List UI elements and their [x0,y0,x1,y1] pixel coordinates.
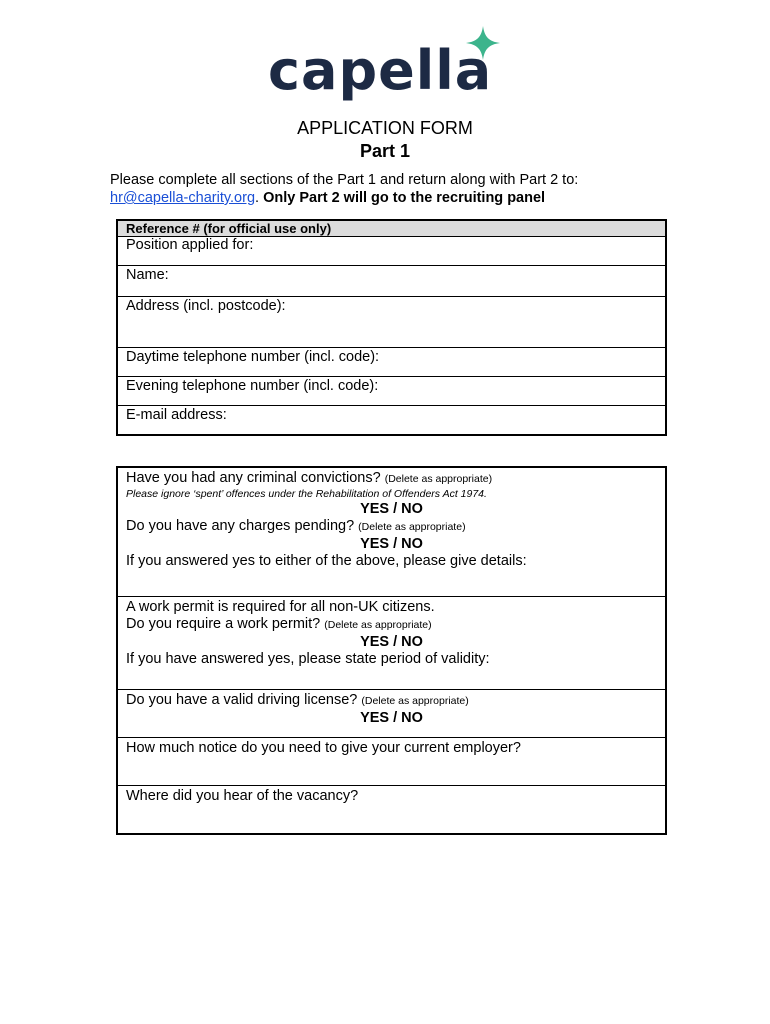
permit-question: Do you require a work permit? (Delete as appropriate) [126,616,432,632]
evening-phone-field[interactable]: Evening telephone number (incl. code): [117,377,666,406]
convictions-section[interactable] [117,467,666,597]
personal-details-table [116,219,667,436]
position-field[interactable]: Position applied for: [117,237,666,266]
work-permit-section[interactable] [117,597,666,690]
address-field[interactable]: Address (incl. postcode): [117,297,666,348]
capella-logo [268,26,508,110]
email-field[interactable]: E-mail address: [117,406,666,436]
details-prompt: If you answered yes to either of the above, please give details: [126,553,527,569]
driving-license-section[interactable] [117,690,666,738]
notice-question: How much notice do you need to give your current employer? [126,740,521,756]
vacancy-source-field[interactable] [117,786,666,835]
permit-validity-prompt: If you have answered yes, please state period of validity: [126,651,490,667]
convictions-question: Have you had any criminal convictions? (Delete as appropriate) [126,470,493,486]
spent-offences-note: Please ignore ‘spent’ offences under the Rehabilitation of Offenders Act 1974. [126,488,487,500]
name-field[interactable]: Name: [117,266,666,297]
charges-question: Do you have any charges pending? (Delete as appropriate) [126,518,466,534]
convictions-yes-no[interactable]: YES / NO [360,501,423,517]
driving-question: Do you have a valid driving license? (Delete as appropriate) [126,692,469,708]
permit-yes-no[interactable]: YES / NO [360,634,423,650]
questions-table [116,466,667,835]
logo-wordmark: capella [268,39,493,102]
charges-yes-no[interactable]: YES / NO [360,536,423,552]
vacancy-question: Where did you hear of the vacancy? [126,788,359,804]
driving-yes-no[interactable]: YES / NO [360,710,423,726]
form-part: Part 1 [359,141,411,161]
notice-period-field[interactable] [117,738,666,786]
permit-required-text: A work permit is required for all non-UK citizens. [126,599,435,615]
sparkle-star-icon [466,26,500,60]
intro-panel-note: Only Part 2 will go to the recruiting panel [263,190,546,206]
hr-email-link[interactable]: hr@capella-charity.org [110,190,256,206]
intro-text: Please complete all sections of the Part 1 and return along with Part 2 to: hr@capella-charity.org. Only Part 2 will go to the recruiting panel [110,172,579,206]
intro-instruction: Please complete all sections of the Part 1 and return along with Part 2 to: [110,172,579,188]
reference-row: Reference # (for official use only) [117,220,666,237]
form-title: APPLICATION FORM [297,118,473,138]
daytime-phone-field[interactable]: Daytime telephone number (incl. code): [117,348,666,377]
